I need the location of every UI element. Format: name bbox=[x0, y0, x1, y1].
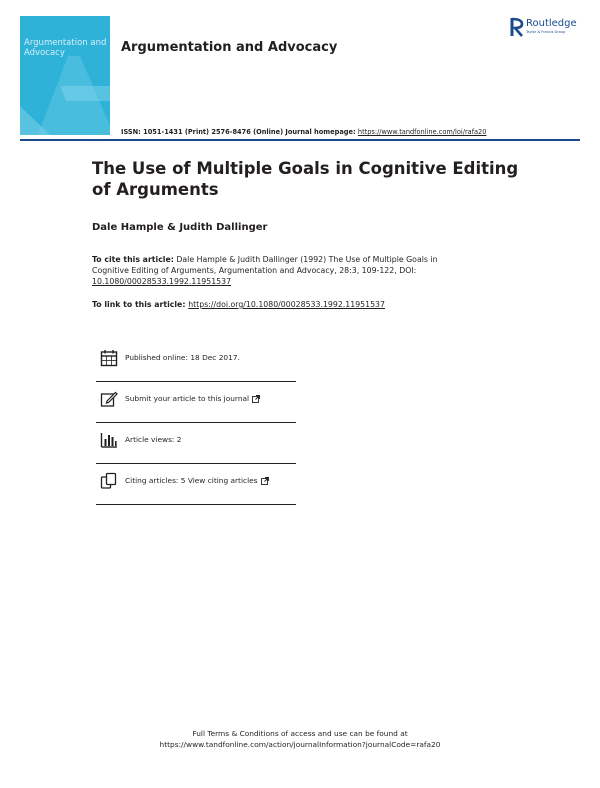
article-views-item bbox=[96, 422, 296, 464]
external-link-icon bbox=[252, 395, 260, 403]
terms-footer bbox=[0, 728, 600, 750]
cover-art-icon bbox=[20, 16, 110, 135]
submit-article-text[interactable]: Submit your article to this journal bbox=[125, 394, 250, 403]
citation-text: Dale Hample & Judith Dallinger (1992) The Use of Multiple Goals in Cognitive Editing of Arguments, Argumentation and Advocacy, 28:3, 109-122, DOI: bbox=[92, 255, 438, 275]
header-divider bbox=[20, 139, 580, 141]
footer-terms-link[interactable]: https://www.tandfonline.com/action/journalInformation?journalCode=rafa20 bbox=[159, 740, 441, 749]
cover-title: Argumentation and Advocacy bbox=[24, 38, 107, 58]
journal-title[interactable]: Argumentation and Advocacy bbox=[121, 40, 338, 55]
footer-line-1: Full Terms & Conditions of access and use can be found at bbox=[192, 729, 408, 738]
bar-chart-icon bbox=[100, 431, 118, 449]
citation-label: To cite this article: bbox=[92, 255, 174, 264]
citation-block bbox=[92, 254, 472, 287]
citing-icon bbox=[100, 472, 118, 490]
calendar-icon bbox=[100, 349, 118, 367]
citing-articles-item[interactable] bbox=[96, 463, 296, 505]
issn-line bbox=[121, 128, 486, 136]
logo-name: Routledge bbox=[526, 18, 577, 29]
article-authors: Dale Hample & Judith Dallinger bbox=[92, 222, 268, 233]
journal-cover-image bbox=[20, 16, 110, 135]
published-online-text: Published online: 18 Dec 2017. bbox=[125, 353, 240, 362]
submit-article-item[interactable] bbox=[96, 381, 296, 423]
article-views-text: Article views: 2 bbox=[125, 435, 182, 444]
citing-articles-text[interactable]: Citing articles: 5 View citing articles bbox=[125, 476, 258, 485]
logo-tagline: Taylor & Francis Group bbox=[526, 30, 566, 34]
routledge-r-icon bbox=[510, 16, 524, 38]
link-label: To link to this article: bbox=[92, 300, 189, 309]
routledge-logo[interactable] bbox=[510, 16, 577, 40]
issn-text: ISSN: 1051-1431 (Print) 2576-8476 (Online) Journal homepage: bbox=[121, 128, 358, 136]
doi-link[interactable]: 10.1080/00028533.1992.11951537 bbox=[92, 277, 232, 286]
journal-homepage-link[interactable]: https://www.tandfonline.com/loi/rafa20 bbox=[357, 128, 487, 136]
edit-icon bbox=[100, 390, 118, 408]
article-title: The Use of Multiple Goals in Cognitive Editing of Arguments bbox=[92, 159, 519, 199]
article-link-line bbox=[92, 300, 385, 309]
external-link-icon bbox=[261, 477, 269, 485]
published-online-item bbox=[96, 340, 296, 382]
article-url-link[interactable]: https://doi.org/10.1080/00028533.1992.11951537 bbox=[188, 300, 385, 309]
